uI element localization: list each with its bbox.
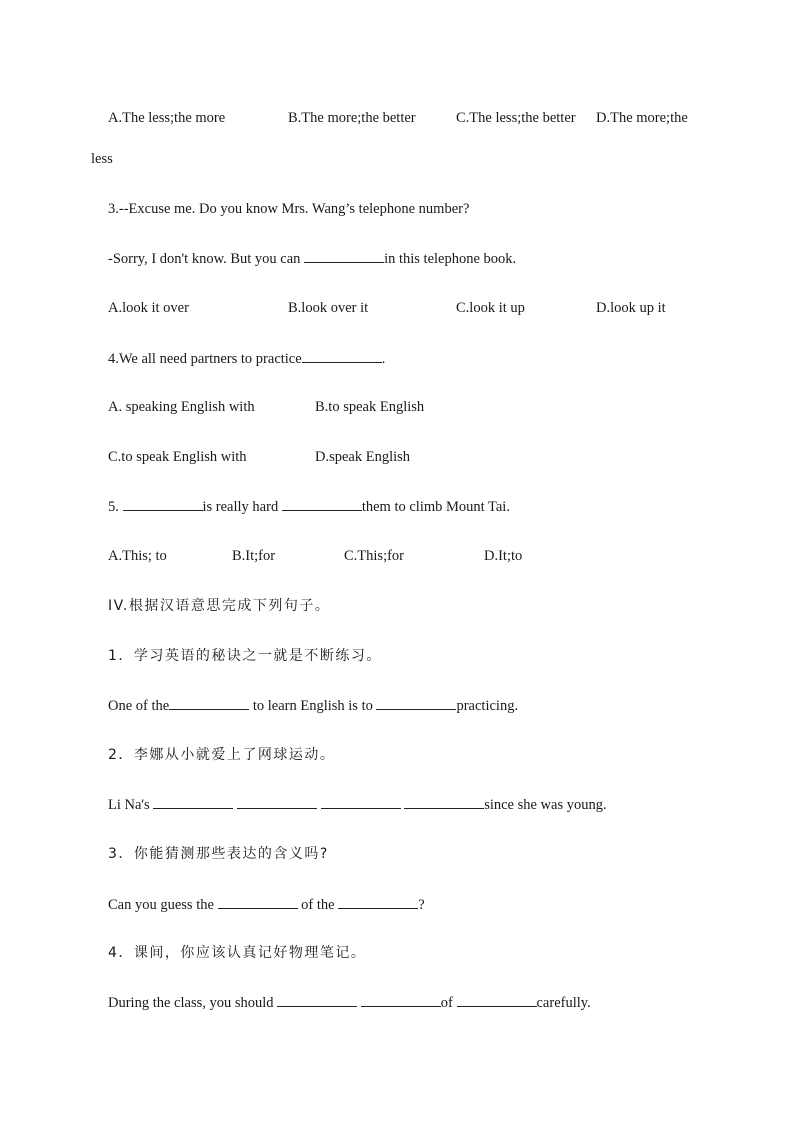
q3-reply (108, 248, 516, 269)
item-3-chinese: 3．你能猜测那些表达的含义吗? (108, 846, 329, 862)
answer-blank[interactable] (218, 894, 298, 909)
item-2-chinese: 2．李娜从小就爱上了网球运动。 (108, 747, 336, 763)
q3-option-b: B.look over it (288, 300, 369, 316)
q3-reply-before: -Sorry, I don't know. But you can (108, 251, 301, 267)
answer-blank[interactable] (457, 992, 537, 1007)
answer-blank[interactable] (302, 348, 382, 363)
q2-option-wrap: less (91, 151, 113, 167)
item-3-part-a: Can you guess the (108, 897, 214, 913)
q5-mid: is really hard (202, 499, 279, 515)
q5-option-c: C.This;for (344, 548, 405, 564)
q2-option-a: A.The less;the more (108, 110, 226, 126)
item-2-english (108, 794, 607, 815)
item-4-part-c: carefully. (536, 995, 591, 1011)
item-1-chinese: 1．学习英语的秘诀之一就是不断练习。 (108, 648, 382, 664)
q4-option-b: B.to speak English (315, 399, 425, 415)
answer-blank[interactable] (277, 992, 357, 1007)
answer-blank[interactable] (282, 496, 362, 511)
answer-blank[interactable] (404, 794, 484, 809)
section-heading: IV.根据汉语意思完成下列句子。 (108, 598, 331, 614)
item-4-english (108, 992, 591, 1013)
q4-option-c: C.to speak English with (108, 449, 247, 465)
q5-end: them to climb Mount Tai. (361, 499, 510, 515)
q5-stem (108, 496, 510, 517)
answer-blank[interactable] (237, 794, 317, 809)
item-1-part-c: practicing. (456, 698, 519, 714)
q3-option-a: A.look it over (108, 300, 189, 316)
q4-stem-text: 4.We all need partners to practice (108, 351, 302, 367)
item-4-part-b: of (440, 995, 453, 1011)
item-1-english (108, 695, 518, 716)
item-1-part-b: to learn English is to (252, 698, 373, 714)
q3-stem: 3.--Excuse me. Do you know Mrs. Wang’s telephone number? (108, 201, 470, 217)
q3-reply-after: in this telephone book. (384, 251, 517, 267)
item-3-part-b: of the (301, 897, 335, 913)
item-3-english (108, 894, 425, 915)
answer-blank[interactable] (304, 248, 384, 263)
item-2-part-b: since she was young. (484, 797, 607, 813)
q5-option-b: B.It;for (232, 548, 276, 564)
q5-option-a: A.This; to (108, 548, 167, 564)
q2-option-b: B.The more;the better (288, 110, 416, 126)
item-2-part-a: Li Na's (108, 797, 150, 813)
answer-blank[interactable] (376, 695, 456, 710)
q5-option-d: D.It;to (484, 548, 523, 564)
q5-num: 5. (108, 499, 119, 515)
q3-option-d: D.look up it (596, 300, 666, 316)
q4-stem (108, 348, 385, 369)
answer-blank[interactable] (338, 894, 418, 909)
q2-option-c: C.The less;the better (456, 110, 576, 126)
answer-blank[interactable] (123, 496, 203, 511)
q4-stem-end: . (381, 351, 386, 367)
item-4-chinese: 4．课间，你应该认真记好物理笔记。 (108, 945, 367, 961)
q4-option-a: A. speaking English with (108, 399, 255, 415)
item-1-part-a: One of the (108, 698, 170, 714)
item-4-part-a: During the class, you should (108, 995, 274, 1011)
answer-blank[interactable] (321, 794, 401, 809)
answer-blank[interactable] (153, 794, 233, 809)
answer-blank[interactable] (361, 992, 441, 1007)
q3-option-c: C.look it up (456, 300, 525, 316)
answer-blank[interactable] (169, 695, 249, 710)
q4-option-d: D.speak English (315, 449, 411, 465)
q2-option-d: D.The more;the (596, 110, 688, 126)
item-3-part-c: ? (418, 897, 425, 913)
